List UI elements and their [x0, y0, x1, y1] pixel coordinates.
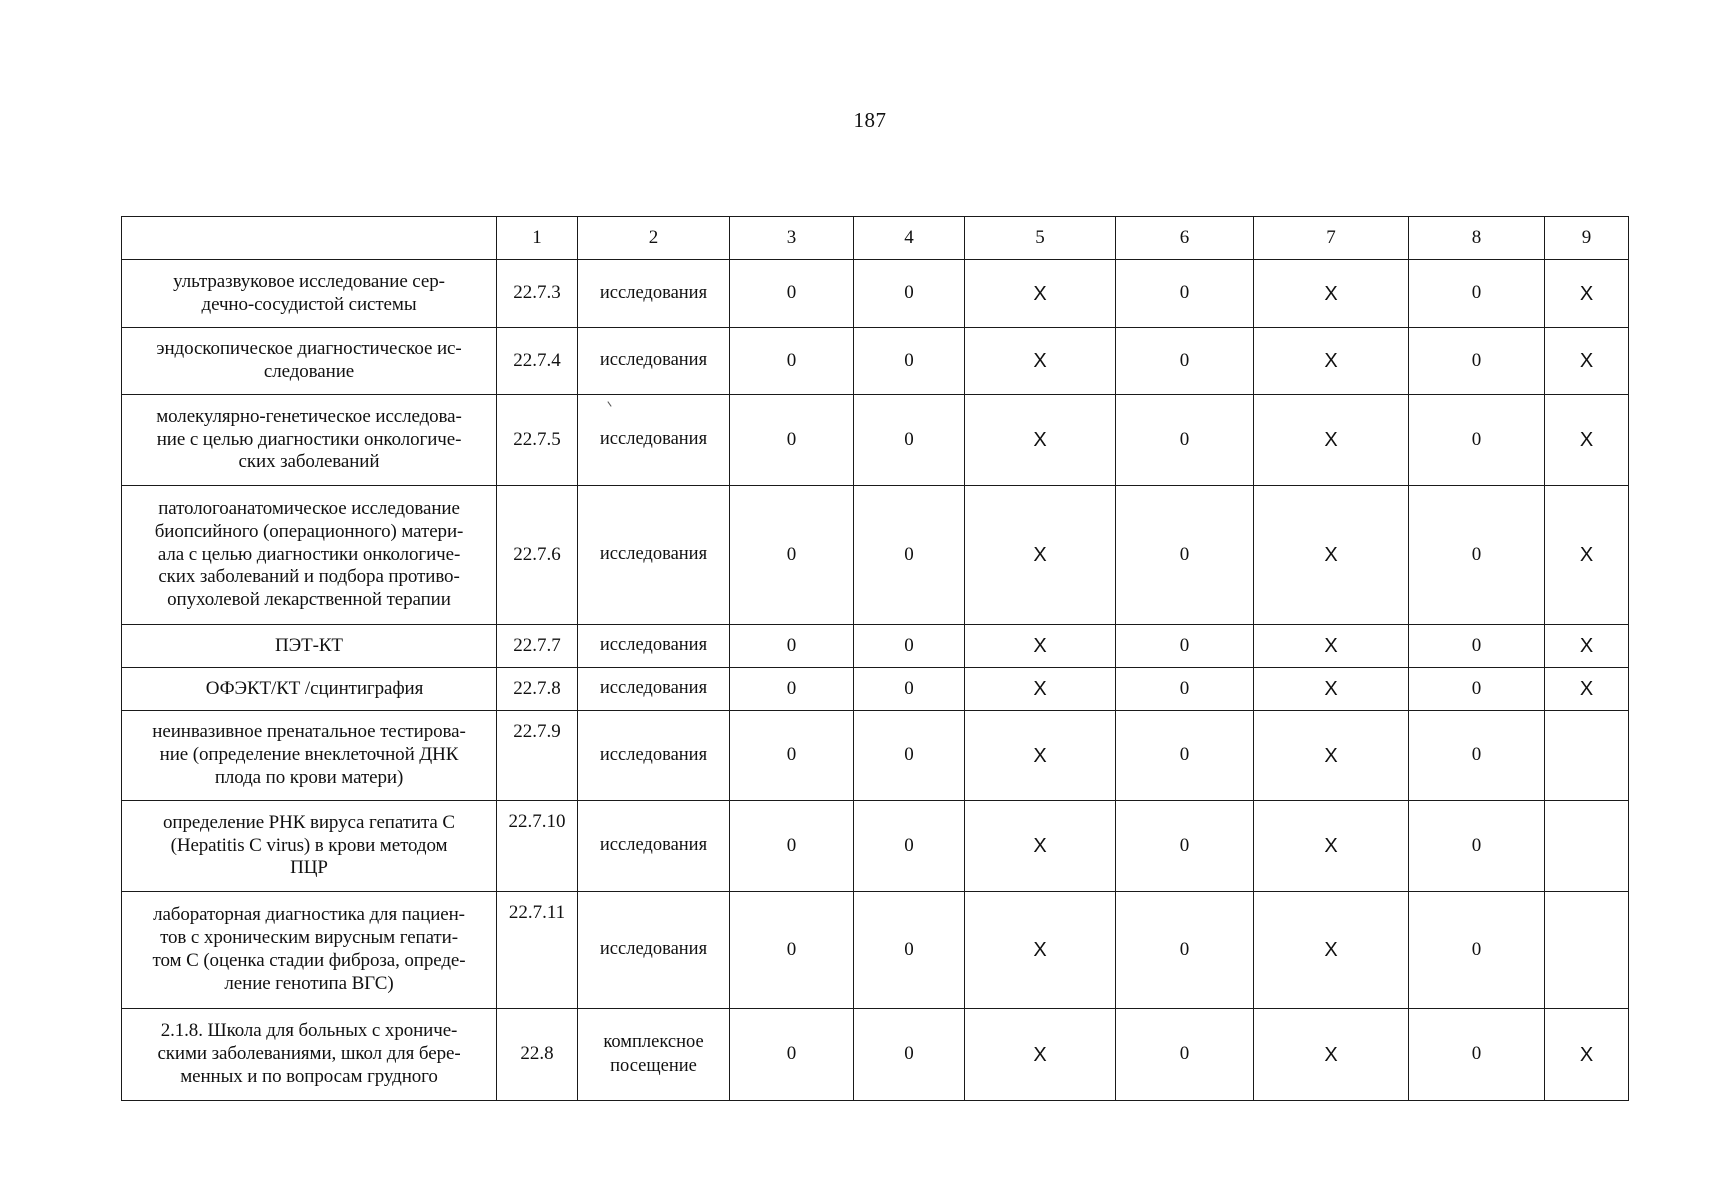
- table-row: [122, 892, 1629, 1009]
- row-col-8: 0: [1409, 1009, 1545, 1101]
- row-col-4: 0: [854, 395, 965, 486]
- row-name: 2.1.8. Школа для больных с хрониче- скими заболеваниями, школ для бере- менных и по вопросам грудного: [122, 1009, 497, 1101]
- row-col-9: X: [1545, 486, 1629, 625]
- row-col-3: 0: [730, 328, 854, 395]
- row-col-5: X: [965, 625, 1116, 668]
- row-col-8: 0: [1409, 625, 1545, 668]
- row-col-9: X: [1545, 260, 1629, 328]
- row-name: ультразвуковое исследование сер- дечно-сосудистой системы: [122, 260, 497, 328]
- row-unit: комплексное посещение: [578, 1009, 730, 1101]
- row-name: определение РНК вируса гепатита С (Hepatitis C virus) в крови методом ПЦР: [122, 801, 497, 892]
- row-code: 22.7.5: [497, 395, 578, 486]
- row-col-5: X: [965, 711, 1116, 801]
- row-col-3: 0: [730, 801, 854, 892]
- row-col-6: 0: [1116, 892, 1254, 1009]
- table-row: [122, 711, 1629, 801]
- row-col-4: 0: [854, 711, 965, 801]
- row-col-7: X: [1254, 1009, 1409, 1101]
- row-col-6: 0: [1116, 625, 1254, 668]
- row-col-8: 0: [1409, 801, 1545, 892]
- table-row: [122, 486, 1629, 625]
- row-unit: исследования: [578, 395, 730, 486]
- row-unit: исследования: [578, 711, 730, 801]
- header-cell-3: 3: [730, 217, 854, 260]
- header-cell-8: 8: [1409, 217, 1545, 260]
- row-col-5: X: [965, 260, 1116, 328]
- row-col-9: X: [1545, 1009, 1629, 1101]
- table-row: [122, 395, 1629, 486]
- row-code: 22.7.7: [497, 625, 578, 668]
- row-col-3: 0: [730, 260, 854, 328]
- row-col-3: 0: [730, 486, 854, 625]
- row-col-7: X: [1254, 328, 1409, 395]
- row-col-5: X: [965, 892, 1116, 1009]
- row-code: 22.7.4: [497, 328, 578, 395]
- row-unit: исследования: [578, 625, 730, 668]
- row-code: 22.7.10: [497, 801, 578, 892]
- row-col-8: 0: [1409, 668, 1545, 711]
- row-col-9: X: [1545, 328, 1629, 395]
- header-cell-1: 1: [497, 217, 578, 260]
- row-col-7: X: [1254, 711, 1409, 801]
- row-col-9: X: [1545, 625, 1629, 668]
- row-name: молекулярно-генетическое исследова- ние с целью диагностики онкологиче- ских заболеваний: [122, 395, 497, 486]
- row-col-7: X: [1254, 801, 1409, 892]
- row-col-3: 0: [730, 668, 854, 711]
- row-col-3: 0: [730, 892, 854, 1009]
- row-col-6: 0: [1116, 801, 1254, 892]
- row-col-5: X: [965, 1009, 1116, 1101]
- row-col-6: 0: [1116, 711, 1254, 801]
- row-code: 22.7.6: [497, 486, 578, 625]
- row-col-6: 0: [1116, 668, 1254, 711]
- row-unit: исследования: [578, 801, 730, 892]
- data-table: [121, 216, 1629, 1101]
- row-col-8: 0: [1409, 711, 1545, 801]
- row-unit: исследования: [578, 260, 730, 328]
- table-row: [122, 260, 1629, 328]
- table-row: [122, 668, 1629, 711]
- row-col-9: X: [1545, 395, 1629, 486]
- row-name: лабораторная диагностика для пациен- тов с хроническим вирусным гепати- том С (оценка стадии фиброза, опреде- ление генотипа ВГС): [122, 892, 497, 1009]
- row-col-8: 0: [1409, 328, 1545, 395]
- header-cell-5: 5: [965, 217, 1116, 260]
- row-code: 22.8: [497, 1009, 578, 1101]
- row-col-7: X: [1254, 486, 1409, 625]
- header-cell-9: 9: [1545, 217, 1629, 260]
- row-col-5: X: [965, 801, 1116, 892]
- row-col-7: X: [1254, 625, 1409, 668]
- row-code: 22.7.3: [497, 260, 578, 328]
- header-cell-2: 2: [578, 217, 730, 260]
- row-col-3: 0: [730, 625, 854, 668]
- row-col-6: 0: [1116, 260, 1254, 328]
- row-col-6: 0: [1116, 486, 1254, 625]
- row-col-4: 0: [854, 668, 965, 711]
- row-col-3: 0: [730, 1009, 854, 1101]
- row-name: неинвазивное пренатальное тестирова- ние (определение внеклеточной ДНК плода по крови матери): [122, 711, 497, 801]
- table-row: [122, 625, 1629, 668]
- row-col-5: X: [965, 486, 1116, 625]
- row-col-7: X: [1254, 892, 1409, 1009]
- row-col-4: 0: [854, 486, 965, 625]
- table-row: [122, 328, 1629, 395]
- row-col-5: X: [965, 328, 1116, 395]
- page-number: 187: [853, 108, 887, 132]
- row-col-9: [1545, 801, 1629, 892]
- row-col-9: [1545, 711, 1629, 801]
- row-name: ПЭТ-КТ: [122, 625, 497, 668]
- row-code: 22.7.9: [497, 711, 578, 801]
- row-col-7: X: [1254, 668, 1409, 711]
- row-col-8: 0: [1409, 395, 1545, 486]
- row-col-5: X: [965, 668, 1116, 711]
- row-col-6: 0: [1116, 1009, 1254, 1101]
- row-name: патологоанатомическое исследование биопсийного (операционного) матери- ала с целью диагностики онкологиче- ских заболеваний и подбора противо- опухолевой лекарственной терапии: [122, 486, 497, 625]
- row-col-8: 0: [1409, 892, 1545, 1009]
- row-col-9: X: [1545, 668, 1629, 711]
- row-col-3: 0: [730, 711, 854, 801]
- row-col-7: X: [1254, 260, 1409, 328]
- table-row: [122, 801, 1629, 892]
- row-col-4: 0: [854, 260, 965, 328]
- row-unit: исследования: [578, 486, 730, 625]
- row-col-5: X: [965, 395, 1116, 486]
- row-col-8: 0: [1409, 486, 1545, 625]
- row-name: эндоскопическое диагностическое ис- следование: [122, 328, 497, 395]
- row-col-8: 0: [1409, 260, 1545, 328]
- row-col-6: 0: [1116, 395, 1254, 486]
- row-col-4: 0: [854, 328, 965, 395]
- header-cell-4: 4: [854, 217, 965, 260]
- table-row: [122, 1009, 1629, 1101]
- row-unit: исследования: [578, 668, 730, 711]
- row-unit: исследования: [578, 328, 730, 395]
- header-cell-7: 7: [1254, 217, 1409, 260]
- row-col-7: X: [1254, 395, 1409, 486]
- row-col-4: 0: [854, 1009, 965, 1101]
- row-code: 22.7.11: [497, 892, 578, 1009]
- row-col-3: 0: [730, 395, 854, 486]
- row-unit: исследования: [578, 892, 730, 1009]
- row-col-4: 0: [854, 801, 965, 892]
- header-cell-name: [122, 217, 497, 260]
- row-col-9: [1545, 892, 1629, 1009]
- row-col-4: 0: [854, 625, 965, 668]
- header-cell-6: 6: [1116, 217, 1254, 260]
- header-row: [122, 217, 1629, 260]
- row-code: 22.7.8: [497, 668, 578, 711]
- row-col-6: 0: [1116, 328, 1254, 395]
- row-name: ОФЭКТ/КТ /сцинтиграфия: [122, 668, 497, 711]
- row-col-4: 0: [854, 892, 965, 1009]
